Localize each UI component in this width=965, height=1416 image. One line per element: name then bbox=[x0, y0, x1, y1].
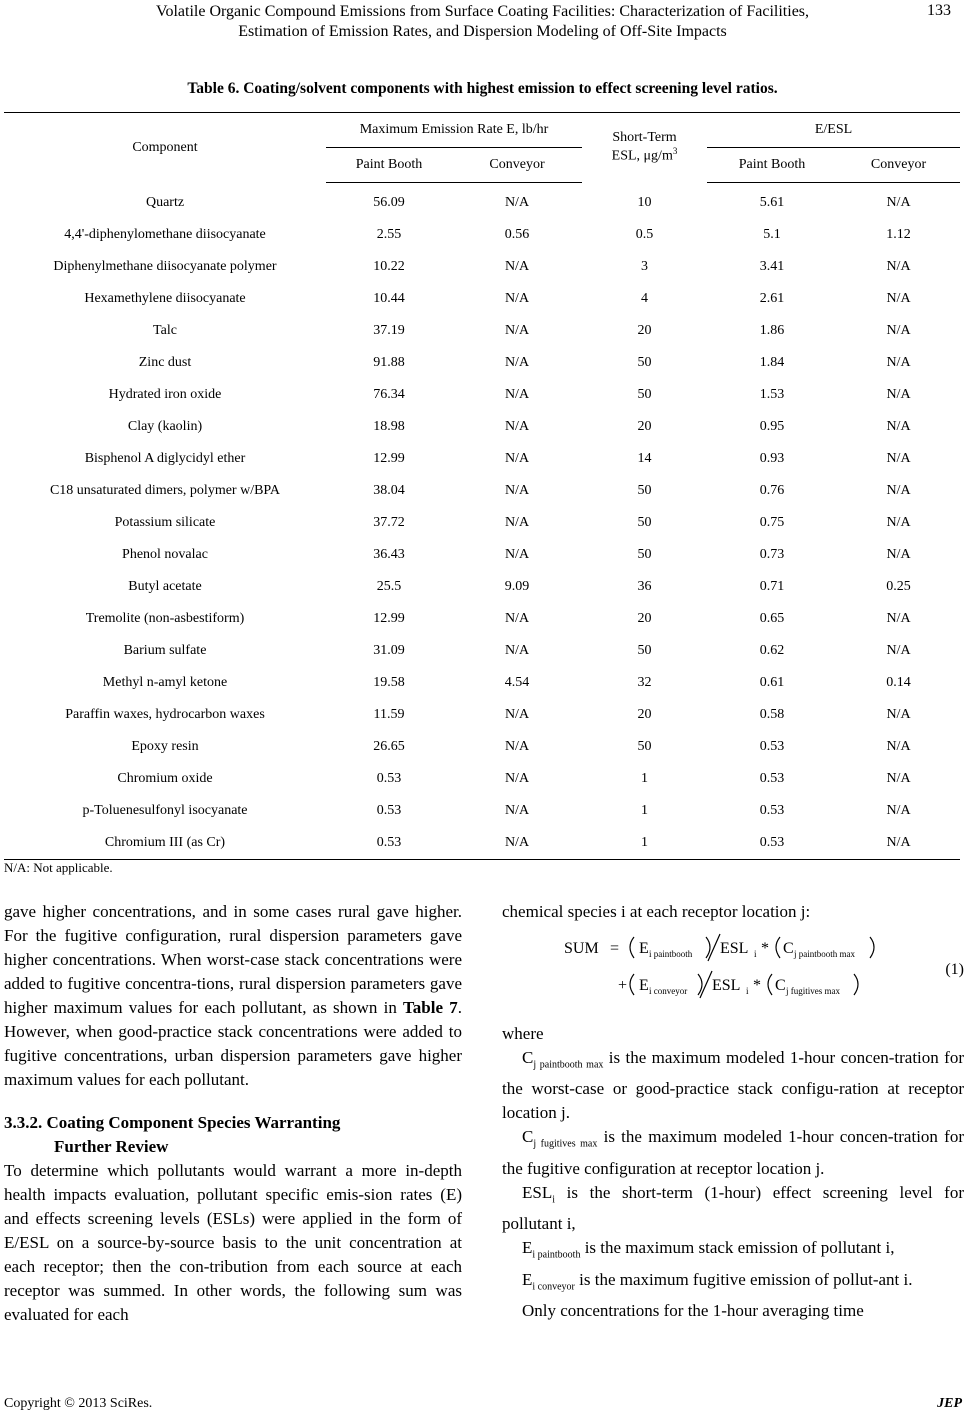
page-footer bbox=[4, 1396, 962, 1412]
eq-sub-j-fugitives-max: j fugitives max bbox=[786, 986, 840, 996]
cell-rate-paint-booth: 0.53 bbox=[376, 771, 402, 786]
cell-ratio-conveyor: N/A bbox=[886, 771, 911, 786]
col-header-component: Component bbox=[4, 113, 326, 183]
cell-rate-paint-booth: 10.22 bbox=[373, 259, 405, 274]
table-row bbox=[4, 379, 960, 411]
cell-component: Methyl n-amyl ketone bbox=[102, 675, 228, 690]
cell-ratio-conveyor: N/A bbox=[886, 291, 911, 306]
cell-rate-conveyor: N/A bbox=[504, 387, 530, 402]
cell-rate-conveyor: N/A bbox=[504, 419, 530, 434]
cell-esl: 36 bbox=[637, 579, 652, 594]
cell-component: Butyl acetate bbox=[128, 579, 202, 594]
cell-ratio-paint-booth: 0.62 bbox=[759, 643, 785, 658]
table-row bbox=[4, 827, 960, 860]
esl-header-line-2: ESL, μg/m bbox=[611, 149, 673, 165]
cell-esl: 50 bbox=[637, 515, 652, 530]
cell-esl: 3 bbox=[641, 259, 648, 274]
cell-esl: 50 bbox=[637, 387, 652, 402]
cell-esl: 50 bbox=[637, 643, 652, 658]
eq-esl: ESL bbox=[712, 977, 741, 994]
section-heading: 3.3.2. Coating Component Species Warranting bbox=[4, 1113, 341, 1132]
eq-paren-left bbox=[776, 937, 780, 958]
paragraph: To determine which pollutants would warrant a more in-depth health impacts evaluation, pollutant specific emis-sion rates (E) and effects screening levels (ESLs) were applied in the form of E/ESL on a source-by-source basis to the unit concentration at each receptor; then the con-tribution from each source at each receptor was summed. In other words, the following sum was evaluated for each bbox=[4, 1161, 462, 1324]
table-reference: Table 7 bbox=[403, 998, 458, 1017]
cell-rate-paint-booth: 36.43 bbox=[373, 547, 405, 562]
symbol: C bbox=[522, 1127, 534, 1147]
data-table bbox=[4, 112, 960, 860]
symbol-subscript: j fugitives max bbox=[533, 1138, 598, 1150]
cell-rate-conveyor: N/A bbox=[504, 259, 530, 274]
cell-ratio-conveyor: N/A bbox=[886, 259, 911, 274]
table-note: N/A: Not applicable. bbox=[4, 860, 113, 875]
cell-rate-paint-booth: 0.53 bbox=[326, 827, 452, 860]
cell-esl: 50 bbox=[637, 547, 652, 562]
subheader-ratio-conveyor: Conveyor bbox=[837, 148, 960, 183]
cell-ratio-paint-booth: 0.53 bbox=[759, 771, 785, 786]
cell-rate-conveyor: N/A bbox=[504, 739, 530, 754]
cell-ratio-paint-booth: 0.95 bbox=[759, 419, 785, 434]
table-row bbox=[4, 283, 960, 315]
eq-paren-right bbox=[706, 937, 710, 958]
cell-component: Potassium silicate bbox=[114, 515, 216, 530]
cell-component: Talc bbox=[153, 323, 177, 338]
cell-component: Diphenylmethane diisocyanate polymer bbox=[53, 259, 277, 274]
cell-ratio-conveyor: N/A bbox=[886, 547, 911, 562]
cell-ratio-conveyor: N/A bbox=[886, 355, 911, 370]
running-header bbox=[60, 2, 905, 42]
cell-rate-conveyor: N/A bbox=[504, 771, 530, 786]
subheader-rate-conveyor: Conveyor bbox=[452, 148, 582, 183]
cell-esl: 50 bbox=[637, 739, 652, 754]
cell-ratio-conveyor: N/A bbox=[886, 323, 911, 338]
cell-ratio-paint-booth: 0.73 bbox=[759, 547, 785, 562]
paragraph: chemical species i at each receptor location j: bbox=[502, 902, 811, 921]
cell-ratio-conveyor: N/A bbox=[886, 515, 911, 530]
cell-rate-conveyor: N/A bbox=[504, 195, 530, 210]
definition-text: is the maximum modeled 1-hour concen-tration for the fugitive configuration at receptor location j. bbox=[502, 1127, 964, 1178]
cell-rate-paint-booth: 10.44 bbox=[373, 291, 405, 306]
cell-rate-paint-booth: 19.58 bbox=[373, 675, 405, 690]
table-row bbox=[4, 603, 960, 635]
table-row bbox=[4, 347, 960, 379]
cell-rate-paint-booth: 31.09 bbox=[373, 643, 405, 658]
eq-equals: = bbox=[610, 940, 620, 957]
equation-number: (1) bbox=[945, 961, 964, 978]
table-body bbox=[4, 183, 960, 860]
cell-ratio-paint-booth: 1.86 bbox=[759, 323, 785, 338]
cell-component: Zinc dust bbox=[138, 355, 192, 370]
cell-esl: 0.5 bbox=[635, 227, 654, 242]
cell-ratio-conveyor: N/A bbox=[886, 387, 911, 402]
cell-ratio-conveyor: N/A bbox=[886, 739, 911, 754]
cell-ratio-conveyor: N/A bbox=[886, 451, 911, 466]
eq-c: C bbox=[775, 977, 786, 994]
cell-esl: 20 bbox=[637, 611, 652, 626]
eq-sub-i: i bbox=[746, 986, 749, 996]
table-row bbox=[4, 571, 960, 603]
table-row bbox=[4, 635, 960, 667]
paragraph-text: . However, when good-practice stack concentrations were added to fugitive concentrations, urban dispersion parameters gave higher maximum values for each pollutant. bbox=[4, 998, 462, 1089]
cell-esl: 1 bbox=[582, 827, 707, 860]
table-row bbox=[4, 183, 960, 220]
cell-rate-paint-booth: 12.99 bbox=[373, 451, 405, 466]
definition-text: is the maximum stack emission of pollutant i, bbox=[580, 1238, 895, 1258]
cell-ratio-paint-booth: 2.61 bbox=[759, 291, 785, 306]
running-title-line-1: Volatile Organic Compound Emissions from Surface Coating Facilities: Characterization of Facilities, bbox=[155, 3, 810, 20]
cell-component: Epoxy resin bbox=[131, 739, 199, 754]
equation-graphic bbox=[542, 928, 932, 1014]
cell-component: Clay (kaolin) bbox=[127, 419, 203, 434]
cell-rate-conveyor: N/A bbox=[504, 803, 530, 818]
paragraph: Only concentrations for the 1-hour averaging time bbox=[522, 1300, 864, 1320]
cell-esl: 14 bbox=[637, 451, 652, 466]
table-row bbox=[4, 315, 960, 347]
eq-paren-left bbox=[768, 974, 772, 995]
cell-esl: 20 bbox=[637, 707, 652, 722]
cell-ratio-conveyor: N/A bbox=[837, 827, 960, 860]
eq-sum: SUM bbox=[564, 940, 599, 957]
definition-c-fugitives bbox=[502, 1125, 964, 1180]
cell-rate-conveyor: 9.09 bbox=[504, 579, 530, 594]
symbol: E bbox=[522, 1269, 533, 1289]
table-row bbox=[4, 731, 960, 763]
cell-ratio-paint-booth: 0.53 bbox=[759, 803, 785, 818]
cell-ratio-paint-booth: 5.1 bbox=[763, 227, 781, 242]
col-header-esl bbox=[582, 113, 707, 183]
cell-ratio-conveyor: N/A bbox=[886, 643, 911, 658]
symbol: E bbox=[522, 1238, 533, 1258]
cell-ratio-paint-booth: 0.71 bbox=[759, 579, 785, 594]
table-row bbox=[4, 763, 960, 795]
eq-e: E bbox=[639, 940, 649, 957]
cell-component: C18 unsaturated dimers, polymer w/BPA bbox=[49, 483, 281, 498]
cell-rate-conveyor: N/A bbox=[504, 291, 530, 306]
subheader-ratio-paint-booth: Paint Booth bbox=[707, 148, 837, 183]
cell-esl: 20 bbox=[637, 323, 652, 338]
subheader-rate-paint-booth: Paint Booth bbox=[326, 148, 452, 183]
cell-ratio-paint-booth: 0.58 bbox=[759, 707, 785, 722]
cell-rate-paint-booth: 12.99 bbox=[373, 611, 405, 626]
cell-ratio-paint-booth: 0.65 bbox=[759, 611, 785, 626]
cell-rate-paint-booth: 2.55 bbox=[376, 227, 402, 242]
cell-component: Barium sulfate bbox=[123, 643, 207, 658]
cell-component: Chromium III (as Cr) bbox=[4, 827, 326, 860]
cell-component: Bisphenol A diglycidyl ether bbox=[84, 451, 246, 466]
eq-plus: + bbox=[618, 977, 628, 994]
cell-ratio-conveyor: 0.14 bbox=[886, 675, 911, 690]
eq-sub-i-paintbooth: i paintbooth bbox=[649, 949, 693, 959]
cell-ratio-paint-booth: 1.84 bbox=[759, 355, 785, 370]
eq-paren-right bbox=[698, 974, 702, 995]
cell-ratio-paint-booth: 5.61 bbox=[759, 195, 785, 210]
col-header-ratio: E/ESL bbox=[707, 113, 960, 148]
right-column bbox=[502, 900, 964, 1323]
cell-ratio-paint-booth: 1.53 bbox=[759, 387, 785, 402]
cell-esl: 4 bbox=[641, 291, 648, 306]
definition-text: is the short-term (1-hour) effect screening level for pollutant i, bbox=[502, 1182, 964, 1234]
eq-star: * bbox=[761, 940, 769, 957]
cell-ratio-conveyor: N/A bbox=[886, 195, 911, 210]
cell-ratio-conveyor: N/A bbox=[886, 707, 911, 722]
cell-rate-paint-booth: 0.53 bbox=[376, 803, 402, 818]
table-row bbox=[4, 475, 960, 507]
symbol-subscript: j paintbooth max bbox=[533, 1059, 604, 1071]
paragraph-text: gave higher concentrations, and in some cases rural gave higher. For the fugitive configuration, rural dispersion parameters gave higher concentrations. When worst-case stack concentrations were added to fugitive concentra-tions, rural dispersion parameters gave higher maximum values for each pollutant, as shown in bbox=[4, 902, 462, 1017]
eq-esl: ESL bbox=[720, 940, 749, 957]
cell-rate-conveyor: N/A bbox=[504, 515, 530, 530]
definition-text: is the maximum fugitive emission of pollut-ant i. bbox=[574, 1269, 913, 1289]
cell-rate-conveyor: N/A bbox=[452, 827, 582, 860]
table-row bbox=[4, 699, 960, 731]
cell-esl: 50 bbox=[637, 483, 652, 498]
where-label: where bbox=[502, 1024, 544, 1043]
cell-esl: 20 bbox=[637, 419, 652, 434]
cell-ratio-paint-booth: 0.53 bbox=[759, 739, 785, 754]
table-row bbox=[4, 443, 960, 475]
symbol-subscript: i bbox=[552, 1194, 556, 1206]
eq-paren-right bbox=[854, 974, 858, 995]
cell-rate-paint-booth: 76.34 bbox=[373, 387, 405, 402]
cell-rate-paint-booth: 25.5 bbox=[376, 579, 402, 594]
table-row bbox=[4, 219, 960, 251]
cell-esl: 1 bbox=[641, 803, 648, 818]
cell-ratio-conveyor: N/A bbox=[886, 611, 911, 626]
table-caption: Table 6. Coating/solvent components with highest emission to effect screening level ratios. bbox=[187, 80, 778, 97]
cell-rate-paint-booth: 56.09 bbox=[373, 195, 405, 210]
cell-rate-conveyor: N/A bbox=[504, 643, 530, 658]
definition-esl bbox=[502, 1181, 964, 1236]
paragraph bbox=[4, 900, 462, 1092]
copyright-text: Copyright © 2013 SciRes. bbox=[4, 1396, 153, 1411]
cell-esl: 1 bbox=[641, 771, 648, 786]
cell-ratio-paint-booth: 0.76 bbox=[759, 483, 785, 498]
cell-esl: 32 bbox=[637, 675, 652, 690]
cell-component: Hydrated iron oxide bbox=[108, 387, 222, 402]
table-row bbox=[4, 507, 960, 539]
cell-rate-conveyor: N/A bbox=[504, 707, 530, 722]
table-row bbox=[4, 539, 960, 571]
cell-rate-conveyor: N/A bbox=[504, 451, 530, 466]
eq-sub-i: i bbox=[754, 949, 757, 959]
cell-rate-paint-booth: 37.19 bbox=[373, 323, 405, 338]
cell-ratio-paint-booth: 0.93 bbox=[759, 451, 785, 466]
cell-esl: 50 bbox=[637, 355, 652, 370]
cell-rate-paint-booth: 18.98 bbox=[373, 419, 405, 434]
equation bbox=[502, 928, 964, 1014]
eq-star: * bbox=[753, 977, 761, 994]
definition-e-conveyor bbox=[502, 1268, 964, 1299]
eq-sub-i-conveyor: i conveyor bbox=[649, 986, 688, 996]
cell-component: Quartz bbox=[145, 194, 185, 210]
eq-e: E bbox=[639, 977, 649, 994]
symbol: C bbox=[522, 1048, 534, 1067]
cell-rate-conveyor: N/A bbox=[504, 611, 530, 626]
cell-esl: 10 bbox=[637, 194, 652, 210]
cell-rate-paint-booth: 11.59 bbox=[373, 707, 405, 722]
esl-header-line-1: Short-Term bbox=[612, 130, 677, 146]
col-header-emission-rate: Maximum Emission Rate E, lb/hr bbox=[326, 113, 582, 148]
cell-component: Tremolite (non-asbestiform) bbox=[85, 611, 245, 626]
cell-ratio-conveyor: N/A bbox=[886, 419, 911, 434]
eq-paren-right bbox=[870, 937, 874, 958]
cell-component: p-Toluenesulfonyl isocyanate bbox=[82, 803, 248, 818]
table-row bbox=[4, 411, 960, 443]
esl-unit-superscript: 3 bbox=[672, 146, 678, 157]
symbol-subscript: i conveyor bbox=[532, 1280, 575, 1292]
cell-rate-paint-booth: 38.04 bbox=[373, 483, 405, 498]
cell-rate-conveyor: 4.54 bbox=[504, 675, 530, 690]
definition-e-paintbooth bbox=[502, 1236, 964, 1267]
table-row bbox=[4, 251, 960, 283]
cell-rate-conveyor: N/A bbox=[504, 547, 530, 562]
symbol: ESL bbox=[522, 1182, 553, 1202]
cell-ratio-paint-booth: 3.41 bbox=[759, 259, 785, 274]
cell-ratio-conveyor: 1.12 bbox=[886, 227, 911, 242]
eq-c: C bbox=[783, 940, 794, 957]
cell-rate-paint-booth: 26.65 bbox=[373, 739, 405, 754]
running-title-line-2: Estimation of Emission Rates, and Dispersion Modeling of Off-Site Impacts bbox=[238, 23, 727, 40]
cell-ratio-conveyor: 0.25 bbox=[886, 579, 911, 594]
cell-rate-conveyor: N/A bbox=[504, 483, 530, 498]
eq-paren-left bbox=[630, 974, 634, 995]
eq-paren-left bbox=[630, 937, 634, 958]
cell-ratio-conveyor: N/A bbox=[886, 803, 911, 818]
cell-rate-paint-booth: 37.72 bbox=[373, 515, 405, 530]
cell-rate-conveyor: 0.56 bbox=[504, 227, 530, 242]
eq-sub-j-paintbooth-max: j paintbooth max bbox=[794, 949, 855, 959]
cell-ratio-paint-booth: 0.61 bbox=[759, 675, 785, 690]
cell-ratio-conveyor: N/A bbox=[886, 483, 911, 498]
left-column bbox=[4, 900, 462, 1327]
table-row bbox=[4, 667, 960, 699]
cell-component: Hexamethylene diisocyanate bbox=[84, 291, 246, 306]
cell-component: Chromium oxide bbox=[117, 771, 213, 786]
cell-ratio-paint-booth: 0.75 bbox=[759, 515, 785, 530]
definition-text: is the maximum modeled 1-hour concen-tration for the worst-case or good-practice stack configu-ration at receptor location j. bbox=[502, 1048, 964, 1123]
cell-rate-conveyor: N/A bbox=[504, 323, 530, 338]
cell-component: 4,4'-diphenylomethane diisocyanate bbox=[64, 227, 266, 242]
page-number: 133 bbox=[927, 2, 951, 19]
symbol-subscript: i paintbooth bbox=[532, 1249, 581, 1261]
table-row bbox=[4, 795, 960, 827]
cell-component: Paraffin waxes, hydrocarbon waxes bbox=[65, 707, 265, 722]
cell-rate-paint-booth: 91.88 bbox=[373, 355, 405, 370]
section-heading-continued: Further Review bbox=[54, 1137, 169, 1156]
cell-rate-conveyor: N/A bbox=[504, 355, 530, 370]
cell-ratio-paint-booth: 0.53 bbox=[707, 827, 837, 860]
definition-c-paintbooth bbox=[502, 1046, 964, 1125]
cell-component: Phenol novalac bbox=[122, 547, 208, 562]
journal-abbreviation: JEP bbox=[937, 1396, 962, 1411]
